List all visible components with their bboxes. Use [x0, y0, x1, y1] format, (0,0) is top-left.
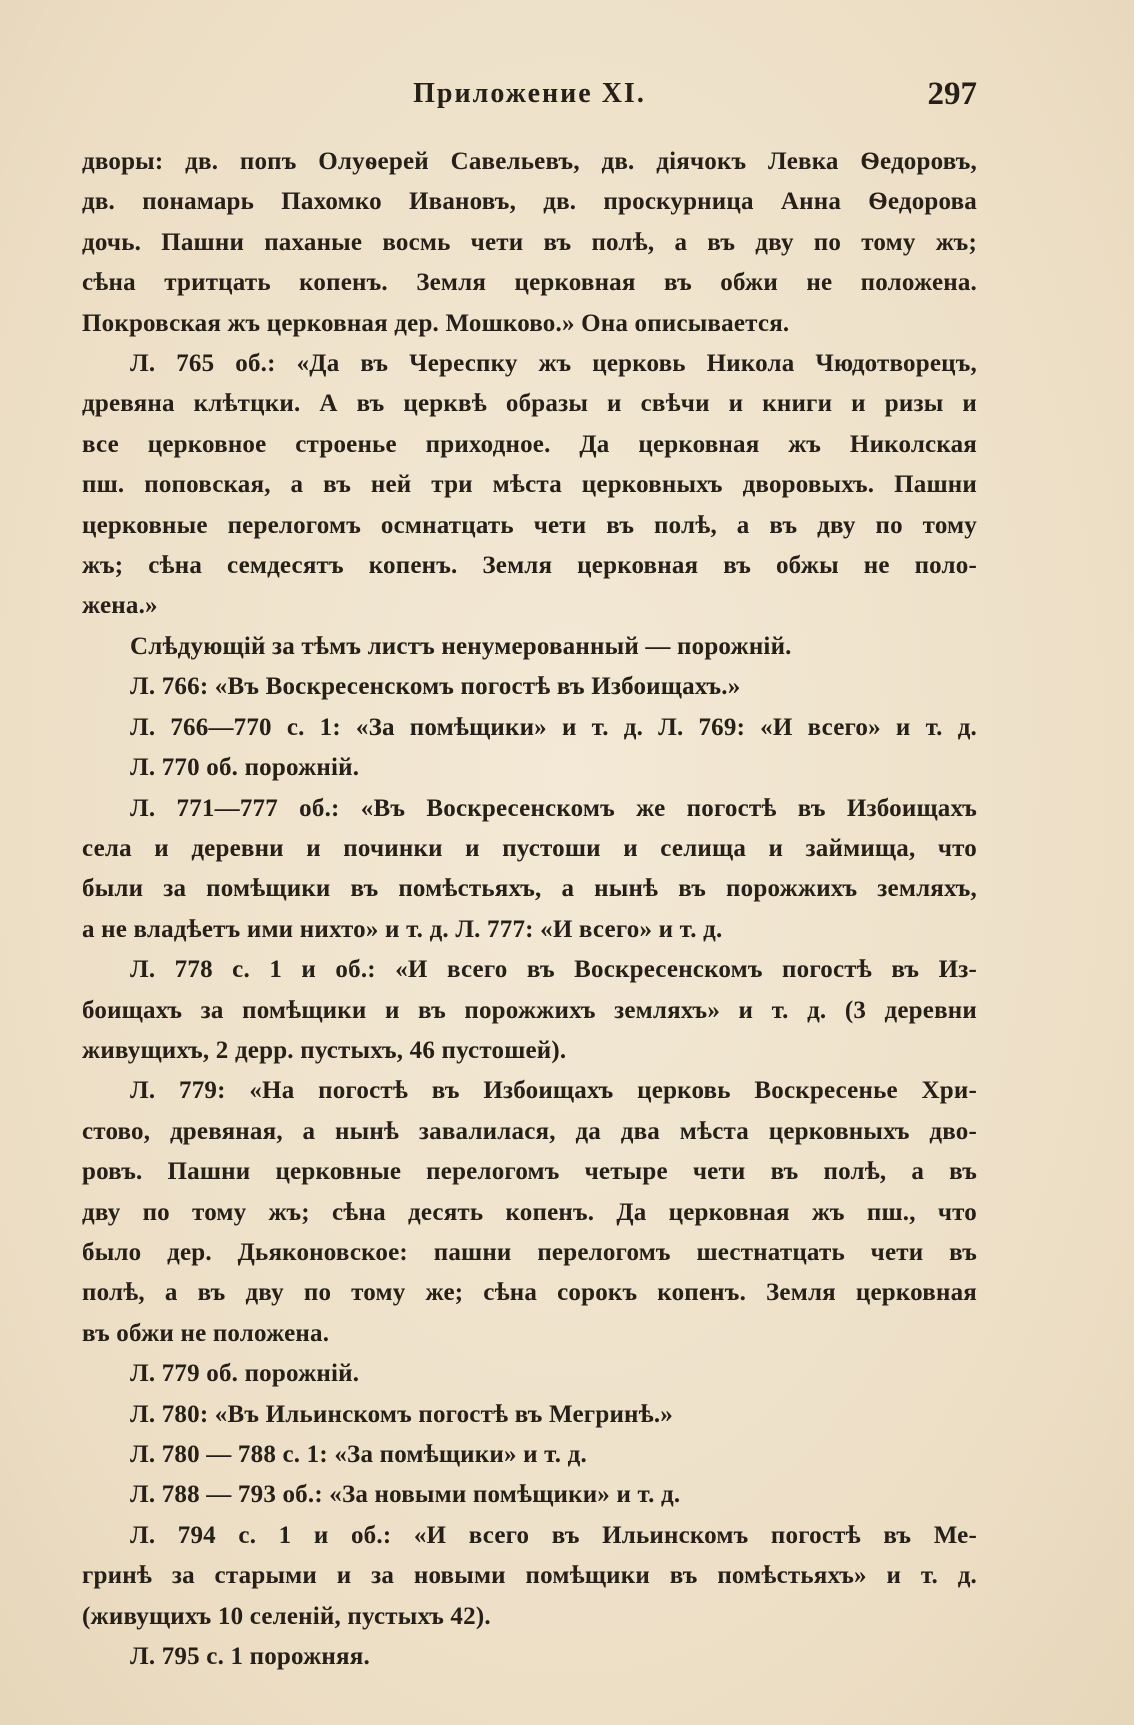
page-header: [82, 78, 977, 118]
text-line: Л. 780: «Въ Ильинскомъ погостѣ въ Мегринѣ.»: [130, 1400, 673, 1428]
running-title: Приложение XI.: [413, 78, 646, 109]
text-line: древяна клѣтцки. А въ церквѣ образы и свѣчи и книги и ризы и: [82, 390, 977, 418]
text-line: Л. 779: «На погостѣ въ Избоищахъ церковь Воскресенье Хри-: [130, 1077, 977, 1105]
body-text: [82, 142, 977, 1677]
text-line: Слѣдующiй за тѣмъ листъ ненумерованный — порожнiй.: [130, 632, 792, 660]
text-line: пш. поповская, а въ ней три мѣста церковныхъ дворовыхъ. Пашни: [82, 471, 977, 499]
text-line: стово, древяная, а нынѣ завалилася, да два мѣста церковныхъ дво-: [82, 1117, 977, 1145]
text-line: дочь. Пашни паханые восмь чети въ полѣ, а въ дву по тому жъ;: [82, 228, 977, 256]
text-line: Покровская жъ церковная дер. Мошково.» Она описывается.: [82, 309, 790, 337]
text-line: дворы: дв. попъ Олуѳерей Савельевъ, дв. дiячокъ Левка Ѳедоровъ,: [82, 148, 977, 175]
text-line: дв. понамарь Пахомко Ивановъ, дв. проскурница Анна Ѳедорова: [82, 188, 977, 216]
text-line: Л. 766: «Въ Воскресенскомъ погостѣ въ Избоищахъ.»: [130, 673, 741, 701]
text-line: въ обжи не положена.: [82, 1319, 330, 1347]
text-line: ровъ. Пашни церковные перелогомъ четыре чети въ полѣ, а въ: [82, 1158, 977, 1186]
text-line: церковные перелогомъ осмнатцать чети въ полѣ, а въ дву по тому: [82, 511, 977, 539]
text-line: Л. 794 с. 1 и об.: «И всего въ Ильинскомъ погостѣ въ Ме-: [130, 1521, 977, 1549]
text-line: села и деревни и починки и пустоши и селища и займища, что: [82, 834, 977, 862]
text-line: Л. 765 об.: «Да въ Череспку жъ церковь Никола Чюдотворецъ,: [130, 350, 977, 378]
text-line: боищахъ за помѣщики и въ порожжихъ земляхъ» и т. д. (3 деревни: [82, 996, 977, 1024]
text-line: все церковное строенье приходное. Да церковная жъ Николская: [82, 430, 977, 458]
text-line: полѣ, а въ дву по тому же; сѣна сорокъ копенъ. Земля церковная: [82, 1279, 977, 1307]
text-line: дву по тому жъ; сѣна десять копенъ. Да церковная жъ пш., что: [82, 1198, 977, 1226]
text-line: сѣна тритцать копенъ. Земля церковная въ обжи не положена.: [82, 269, 977, 297]
page-number: 297: [927, 76, 977, 112]
text-line: Л. 795 с. 1 порожняя.: [130, 1643, 370, 1671]
text-line: Л. 771—777 об.: «Въ Воскресенскомъ же погостѣ въ Избоищахъ: [130, 794, 977, 822]
text-line: жена.»: [82, 592, 158, 620]
text-line: было дер. Дьяконовское: пашни перелогомъ шестнатцать чети въ: [82, 1238, 977, 1266]
text-line: живущихъ, 2 дерр. пустыхъ, 46 пустошей).: [82, 1036, 567, 1064]
text-line: (живущихъ 10 селенiй, пустыхъ 42).: [82, 1602, 491, 1630]
text-line: Л. 778 с. 1 и об.: «И всего въ Воскресенскомъ погостѣ въ Из-: [130, 956, 977, 984]
text-line: Л. 779 об. порожнiй.: [130, 1360, 360, 1388]
text-line: Л. 766—770 с. 1: «За помѣщики» и т. д. Л. 769: «И всего» и т. д.: [130, 713, 977, 741]
text-line: а не владѣетъ ими нихто» и т. д. Л. 777: «И всего» и т. д.: [82, 915, 723, 943]
text-line: гринѣ за старыми и за новыми помѣщики въ помѣстьяхъ» и т. д.: [82, 1562, 977, 1590]
text-line: Л. 780 — 788 с. 1: «За помѣщики» и т. д.: [130, 1441, 587, 1468]
text-line: жъ; сѣна семдесятъ копенъ. Земля церковная въ обжы не поло-: [82, 552, 977, 580]
text-line: Л. 788 — 793 об.: «За новыми помѣщики» и т. д.: [130, 1481, 681, 1509]
text-line: Л. 770 об. порожнiй.: [130, 754, 360, 782]
text-line: были за помѣщики въ помѣстьяхъ, а нынѣ въ порожжихъ земляхъ,: [82, 875, 977, 903]
